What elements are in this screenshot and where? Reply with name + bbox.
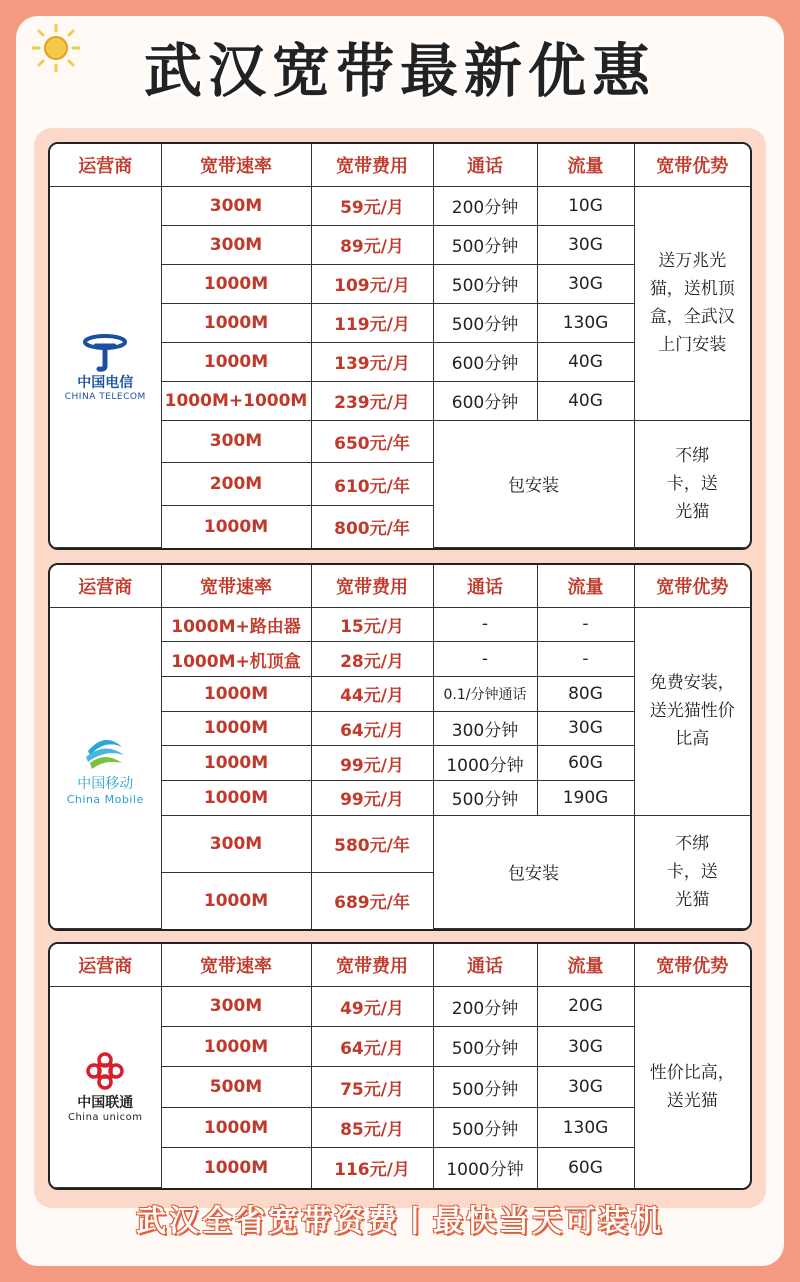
fee-cell: 64元/月 bbox=[311, 711, 433, 746]
header-speed: 宽带速率 bbox=[161, 944, 311, 986]
mobile-logo bbox=[50, 607, 161, 929]
data-cell: 80G bbox=[537, 676, 634, 711]
data-cell: - bbox=[537, 607, 634, 642]
china-telecom-logo-icon bbox=[82, 332, 128, 372]
speed-cell: 1000M+1000M bbox=[161, 381, 311, 420]
header-call: 通话 bbox=[433, 144, 537, 186]
header-advantage: 宽带优势 bbox=[634, 944, 750, 986]
call-cell: 0.1/分钟通话 bbox=[433, 676, 537, 711]
data-cell: 130G bbox=[537, 303, 634, 342]
table-row bbox=[50, 186, 750, 225]
fee-cell: 49元/月 bbox=[311, 986, 433, 1026]
call-cell: 500分钟 bbox=[433, 303, 537, 342]
speed-cell: 200M bbox=[161, 463, 311, 506]
data-cell: 40G bbox=[537, 342, 634, 381]
unicom-table bbox=[48, 942, 752, 1190]
header-operator: 运营商 bbox=[50, 944, 161, 986]
header-operator: 运营商 bbox=[50, 144, 161, 186]
speed-cell: 500M bbox=[161, 1067, 311, 1107]
header-speed: 宽带速率 bbox=[161, 565, 311, 607]
fee-cell: 85元/月 bbox=[311, 1107, 433, 1147]
table-header-row bbox=[50, 144, 750, 186]
speed-cell: 1000M+机顶盒 bbox=[161, 642, 311, 677]
fee-cell: 800元/年 bbox=[311, 506, 433, 548]
header-speed: 宽带速率 bbox=[161, 144, 311, 186]
call-cell: 500分钟 bbox=[433, 1107, 537, 1147]
data-cell: 60G bbox=[537, 1148, 634, 1188]
data-cell: 60G bbox=[537, 746, 634, 781]
call-cell: 1000分钟 bbox=[433, 746, 537, 781]
fee-cell: 116元/月 bbox=[311, 1148, 433, 1188]
china-unicom-logo-icon bbox=[82, 1050, 128, 1092]
speed-cell: 1000M bbox=[161, 746, 311, 781]
header-data: 流量 bbox=[537, 944, 634, 986]
install-cell: 包安装 bbox=[433, 815, 634, 928]
header-call: 通话 bbox=[433, 944, 537, 986]
header-fee: 宽带费用 bbox=[311, 144, 433, 186]
page-title: 武汉宽带最新优惠 bbox=[143, 37, 656, 105]
telecom-table bbox=[48, 142, 752, 550]
fee-cell: 580元/年 bbox=[311, 815, 433, 872]
speed-cell: 300M bbox=[161, 815, 311, 872]
call-cell: - bbox=[433, 642, 537, 677]
table-header-row bbox=[50, 944, 750, 986]
call-cell: 1000分钟 bbox=[433, 1148, 537, 1188]
advantage-cell: 性价比高，送光猫 bbox=[634, 986, 750, 1188]
china-mobile-logo-icon bbox=[80, 729, 130, 773]
fee-cell: 109元/月 bbox=[311, 264, 433, 303]
data-cell: 10G bbox=[537, 186, 634, 225]
data-cell: 30G bbox=[537, 1026, 634, 1066]
call-cell: 300分钟 bbox=[433, 711, 537, 746]
footer-slogan: 武汉全省宽带资费丨最快当天可装机 bbox=[136, 1204, 664, 1239]
unicom-logo-cn: 中国联通 bbox=[77, 1095, 134, 1112]
speed-cell: 1000M bbox=[161, 780, 311, 815]
speed-cell: 300M bbox=[161, 225, 311, 264]
data-cell: 130G bbox=[537, 1107, 634, 1147]
fee-cell: 59元/月 bbox=[311, 186, 433, 225]
header-data: 流量 bbox=[537, 144, 634, 186]
unicom-logo bbox=[50, 986, 161, 1188]
call-cell: - bbox=[433, 607, 537, 642]
call-cell: 500分钟 bbox=[433, 264, 537, 303]
speed-cell: 300M bbox=[161, 986, 311, 1026]
speed-cell: 1000M bbox=[161, 872, 311, 928]
header-advantage: 宽带优势 bbox=[634, 565, 750, 607]
fee-cell: 650元/年 bbox=[311, 420, 433, 463]
telecom-logo-cn: 中国电信 bbox=[77, 374, 134, 391]
header-advantage: 宽带优势 bbox=[634, 144, 750, 186]
speed-cell: 1000M bbox=[161, 1148, 311, 1188]
fee-cell: 119元/月 bbox=[311, 303, 433, 342]
data-cell: - bbox=[537, 642, 634, 677]
speed-cell: 1000M bbox=[161, 342, 311, 381]
fee-cell: 239元/月 bbox=[311, 381, 433, 420]
fee-cell: 99元/月 bbox=[311, 746, 433, 781]
fee-cell: 15元/月 bbox=[311, 607, 433, 642]
speed-cell: 1000M bbox=[161, 1026, 311, 1066]
speed-cell: 300M bbox=[161, 186, 311, 225]
header-operator: 运营商 bbox=[50, 565, 161, 607]
speed-cell: 1000M+路由器 bbox=[161, 607, 311, 642]
speed-cell: 1000M bbox=[161, 1107, 311, 1147]
call-cell: 500分钟 bbox=[433, 1026, 537, 1066]
data-cell: 40G bbox=[537, 381, 634, 420]
data-cell: 30G bbox=[537, 225, 634, 264]
fee-cell: 139元/月 bbox=[311, 342, 433, 381]
fee-cell: 44元/月 bbox=[311, 676, 433, 711]
header-fee: 宽带费用 bbox=[311, 565, 433, 607]
advantage-cell: 不绑卡，送光猫 bbox=[634, 815, 750, 928]
call-cell: 200分钟 bbox=[433, 986, 537, 1026]
call-cell: 500分钟 bbox=[433, 1067, 537, 1107]
call-cell: 200分钟 bbox=[433, 186, 537, 225]
telecom-logo-en: CHINA TELECOM bbox=[64, 391, 146, 402]
header-call: 通话 bbox=[433, 565, 537, 607]
speed-cell: 1000M bbox=[161, 264, 311, 303]
header-data: 流量 bbox=[537, 565, 634, 607]
data-cell: 30G bbox=[537, 264, 634, 303]
header-fee: 宽带费用 bbox=[311, 944, 433, 986]
table-row bbox=[50, 607, 750, 642]
call-cell: 600分钟 bbox=[433, 342, 537, 381]
install-cell: 包安装 bbox=[433, 420, 634, 548]
data-cell: 190G bbox=[537, 780, 634, 815]
table-row bbox=[50, 986, 750, 1026]
mobile-logo-en: China Mobile bbox=[66, 793, 144, 807]
speed-cell: 1000M bbox=[161, 506, 311, 548]
speed-cell: 1000M bbox=[161, 676, 311, 711]
data-cell: 30G bbox=[537, 1067, 634, 1107]
fee-cell: 89元/月 bbox=[311, 225, 433, 264]
mobile-logo-cn: 中国移动 bbox=[77, 776, 134, 793]
call-cell: 500分钟 bbox=[433, 780, 537, 815]
data-cell: 20G bbox=[537, 986, 634, 1026]
advantage-cell: 不绑卡，送光猫 bbox=[634, 420, 750, 548]
call-cell: 500分钟 bbox=[433, 225, 537, 264]
fee-cell: 28元/月 bbox=[311, 642, 433, 677]
mobile-table bbox=[48, 563, 752, 931]
speed-cell: 1000M bbox=[161, 303, 311, 342]
speed-cell: 1000M bbox=[161, 711, 311, 746]
fee-cell: 64元/月 bbox=[311, 1026, 433, 1066]
advantage-cell: 送万兆光猫，送机顶盒，全武汉上门安装 bbox=[634, 186, 750, 420]
fee-cell: 610元/年 bbox=[311, 463, 433, 506]
unicom-logo-en: China unicom bbox=[67, 1112, 143, 1124]
speed-cell: 300M bbox=[161, 420, 311, 463]
data-cell: 30G bbox=[537, 711, 634, 746]
advantage-cell: 免费安装，送光猫性价比高 bbox=[634, 607, 750, 815]
fee-cell: 99元/月 bbox=[311, 780, 433, 815]
fee-cell: 689元/年 bbox=[311, 872, 433, 928]
call-cell: 600分钟 bbox=[433, 381, 537, 420]
telecom-logo bbox=[50, 186, 161, 548]
fee-cell: 75元/月 bbox=[311, 1067, 433, 1107]
table-header-row bbox=[50, 565, 750, 607]
